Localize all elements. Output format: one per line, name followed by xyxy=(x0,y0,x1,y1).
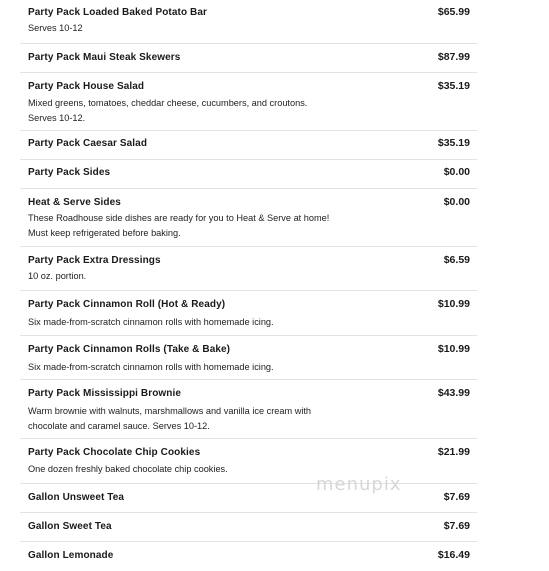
menu-item xyxy=(20,0,477,43)
menu-item xyxy=(20,512,477,542)
item-name: Party Pack House Salad xyxy=(28,81,145,92)
item-description: These Roadhouse side dishes are ready for you to Heat & Serve at home! Must keep refrigerated before baking. xyxy=(28,213,330,238)
menu-item xyxy=(20,483,477,513)
menu-item xyxy=(20,159,477,189)
item-price: $0.00 xyxy=(443,196,470,208)
menu-item xyxy=(20,188,477,247)
item-name: Party Pack Maui Steak Skewers xyxy=(28,52,181,63)
item-description: 10 oz. portion. xyxy=(28,271,87,281)
item-name: Gallon Sweet Tea xyxy=(28,521,112,532)
item-name: Party Pack Sides xyxy=(28,167,111,178)
menu-item xyxy=(20,246,477,291)
item-price: $43.99 xyxy=(437,387,470,399)
item-description: Mixed greens, tomatoes, cheddar cheese, cucumbers, and croutons. Serves 10-12. xyxy=(28,98,308,123)
menu-item xyxy=(20,541,477,571)
item-name: Heat & Serve Sides xyxy=(28,197,121,208)
item-price: $10.99 xyxy=(437,298,470,310)
item-price: $35.19 xyxy=(437,137,470,149)
menu-item xyxy=(20,72,477,131)
item-price: $7.69 xyxy=(443,520,470,532)
menu-item xyxy=(20,379,477,439)
item-name: Gallon Lemonade xyxy=(28,550,114,561)
menu-item xyxy=(20,43,477,73)
item-name: Party Pack Loaded Baked Potato Bar xyxy=(28,7,208,18)
item-name: Gallon Unsweet Tea xyxy=(28,492,125,503)
menu-item xyxy=(20,438,477,484)
item-price: $16.49 xyxy=(437,549,470,561)
item-price: $65.99 xyxy=(437,6,470,18)
item-description: Warm brownie with walnuts, marshmallows and vanilla ice cream with chocolate and caramel sauce. Serves 10-12. xyxy=(28,406,312,431)
item-price: $21.99 xyxy=(437,446,470,458)
item-name: Party Pack Chocolate Chip Cookies xyxy=(28,447,201,458)
item-description: Serves 10-12 xyxy=(28,23,83,33)
menu-item xyxy=(20,130,477,160)
item-name: Party Pack Cinnamon Roll (Hot & Ready) xyxy=(28,299,226,310)
item-price: $6.59 xyxy=(443,254,470,266)
item-price: $35.19 xyxy=(437,80,470,92)
item-description: Six made-from-scratch cinnamon rolls with homemade icing. xyxy=(28,362,274,372)
item-description: Six made-from-scratch cinnamon rolls with homemade icing. xyxy=(28,317,274,327)
menu-item xyxy=(20,335,477,380)
item-name: Party Pack Cinnamon Rolls (Take & Bake) xyxy=(28,344,231,355)
item-description: One dozen freshly baked chocolate chip cookies. xyxy=(28,464,228,474)
item-name: Party Pack Caesar Salad xyxy=(28,138,148,149)
item-name: Party Pack Mississippi Brownie xyxy=(28,388,182,399)
item-name: Party Pack Extra Dressings xyxy=(28,255,161,266)
item-price: $0.00 xyxy=(443,166,470,178)
item-price: $7.69 xyxy=(443,491,470,503)
item-price: $87.99 xyxy=(437,51,470,63)
watermark: menupix xyxy=(316,474,402,495)
menu-item xyxy=(20,290,477,336)
item-price: $10.99 xyxy=(437,343,470,355)
